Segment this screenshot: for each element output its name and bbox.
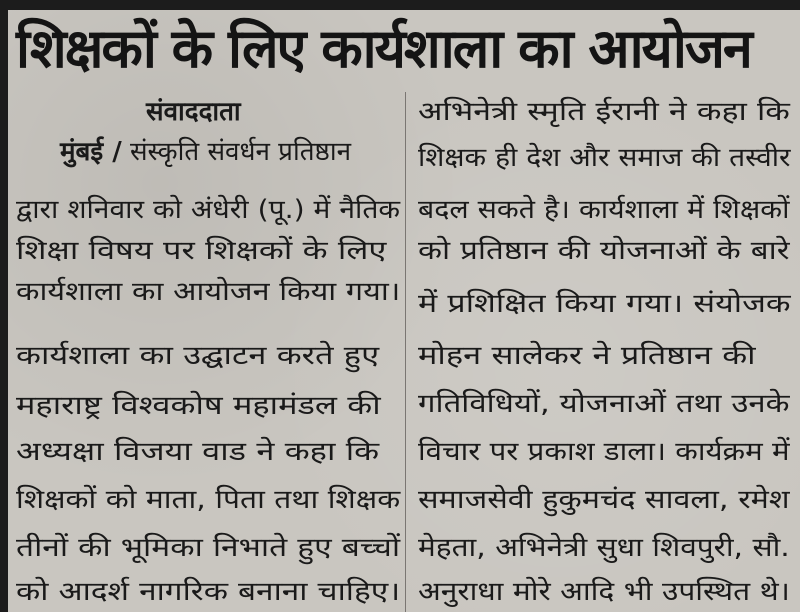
article-line: शिक्षक ही देश और समाज की तस्वीर [418,143,791,173]
byline: संवाददाता [146,97,241,127]
article-column-right [418,92,790,612]
left-border-rule [0,0,8,612]
article-line: अभिनेत्री स्मृति ईरानी ने कहा कि [418,97,790,127]
article-line: मेहता, अभिनेत्री सुधा शिवपुरी, सौ. [418,533,790,563]
article-column-left [16,92,400,612]
first-line [60,132,400,172]
article-line: को प्रतिष्ठान की योजनाओं के बारे [418,236,790,266]
top-border-rule [0,0,800,10]
article-line: में प्रशिक्षित किया गया। संयोजक [418,289,791,319]
article-line: गतिविधियों, योजनाओं तथा उनके [418,389,790,419]
article-line: अनुराधा मोरे आदि भी उपस्थित थे। [418,577,790,607]
article-line: समाजसेवी हुकुमचंद सावला, रमेश [418,485,790,515]
article-line: विचार पर प्रकाश डाला। कार्यक्रम में [418,437,790,467]
article-line: द्वारा शनिवार को अंधेरी (पू.) में नैतिक [16,195,401,225]
article-line: शिक्षकों को माता, पिता तथा शिक्षक [16,485,401,515]
article-line: अध्यक्षा विजया वाड ने कहा कि [16,437,380,467]
article-line: कार्यशाला का आयोजन किया गया। [16,277,401,307]
article-line: संस्कृति संवर्धन प्रतिष्ठान [129,137,352,167]
article-line: महाराष्ट्र विश्वकोष महामंडल की [16,391,381,421]
article-line: शिक्षा विषय पर शिक्षकों के लिए [16,236,387,266]
article-line: को आदर्श नागरिक बनाना चाहिए। [16,577,401,607]
article-line: कार्यशाला का उद्घाटन करते हुए [16,341,380,371]
headline: शिक्षकों के लिए कार्यशाला का आयोजन [16,17,751,80]
article-line: बदल सकते है। कार्यशाला में शिक्षकों [418,195,790,225]
article-line: मोहन सालेकर ने प्रतिष्ठान की [418,341,756,371]
column-divider [405,92,406,612]
article-line: तीनों की भूमिका निभाते हुए बच्चों [16,533,401,563]
dateline: मुंबई / [60,137,122,167]
